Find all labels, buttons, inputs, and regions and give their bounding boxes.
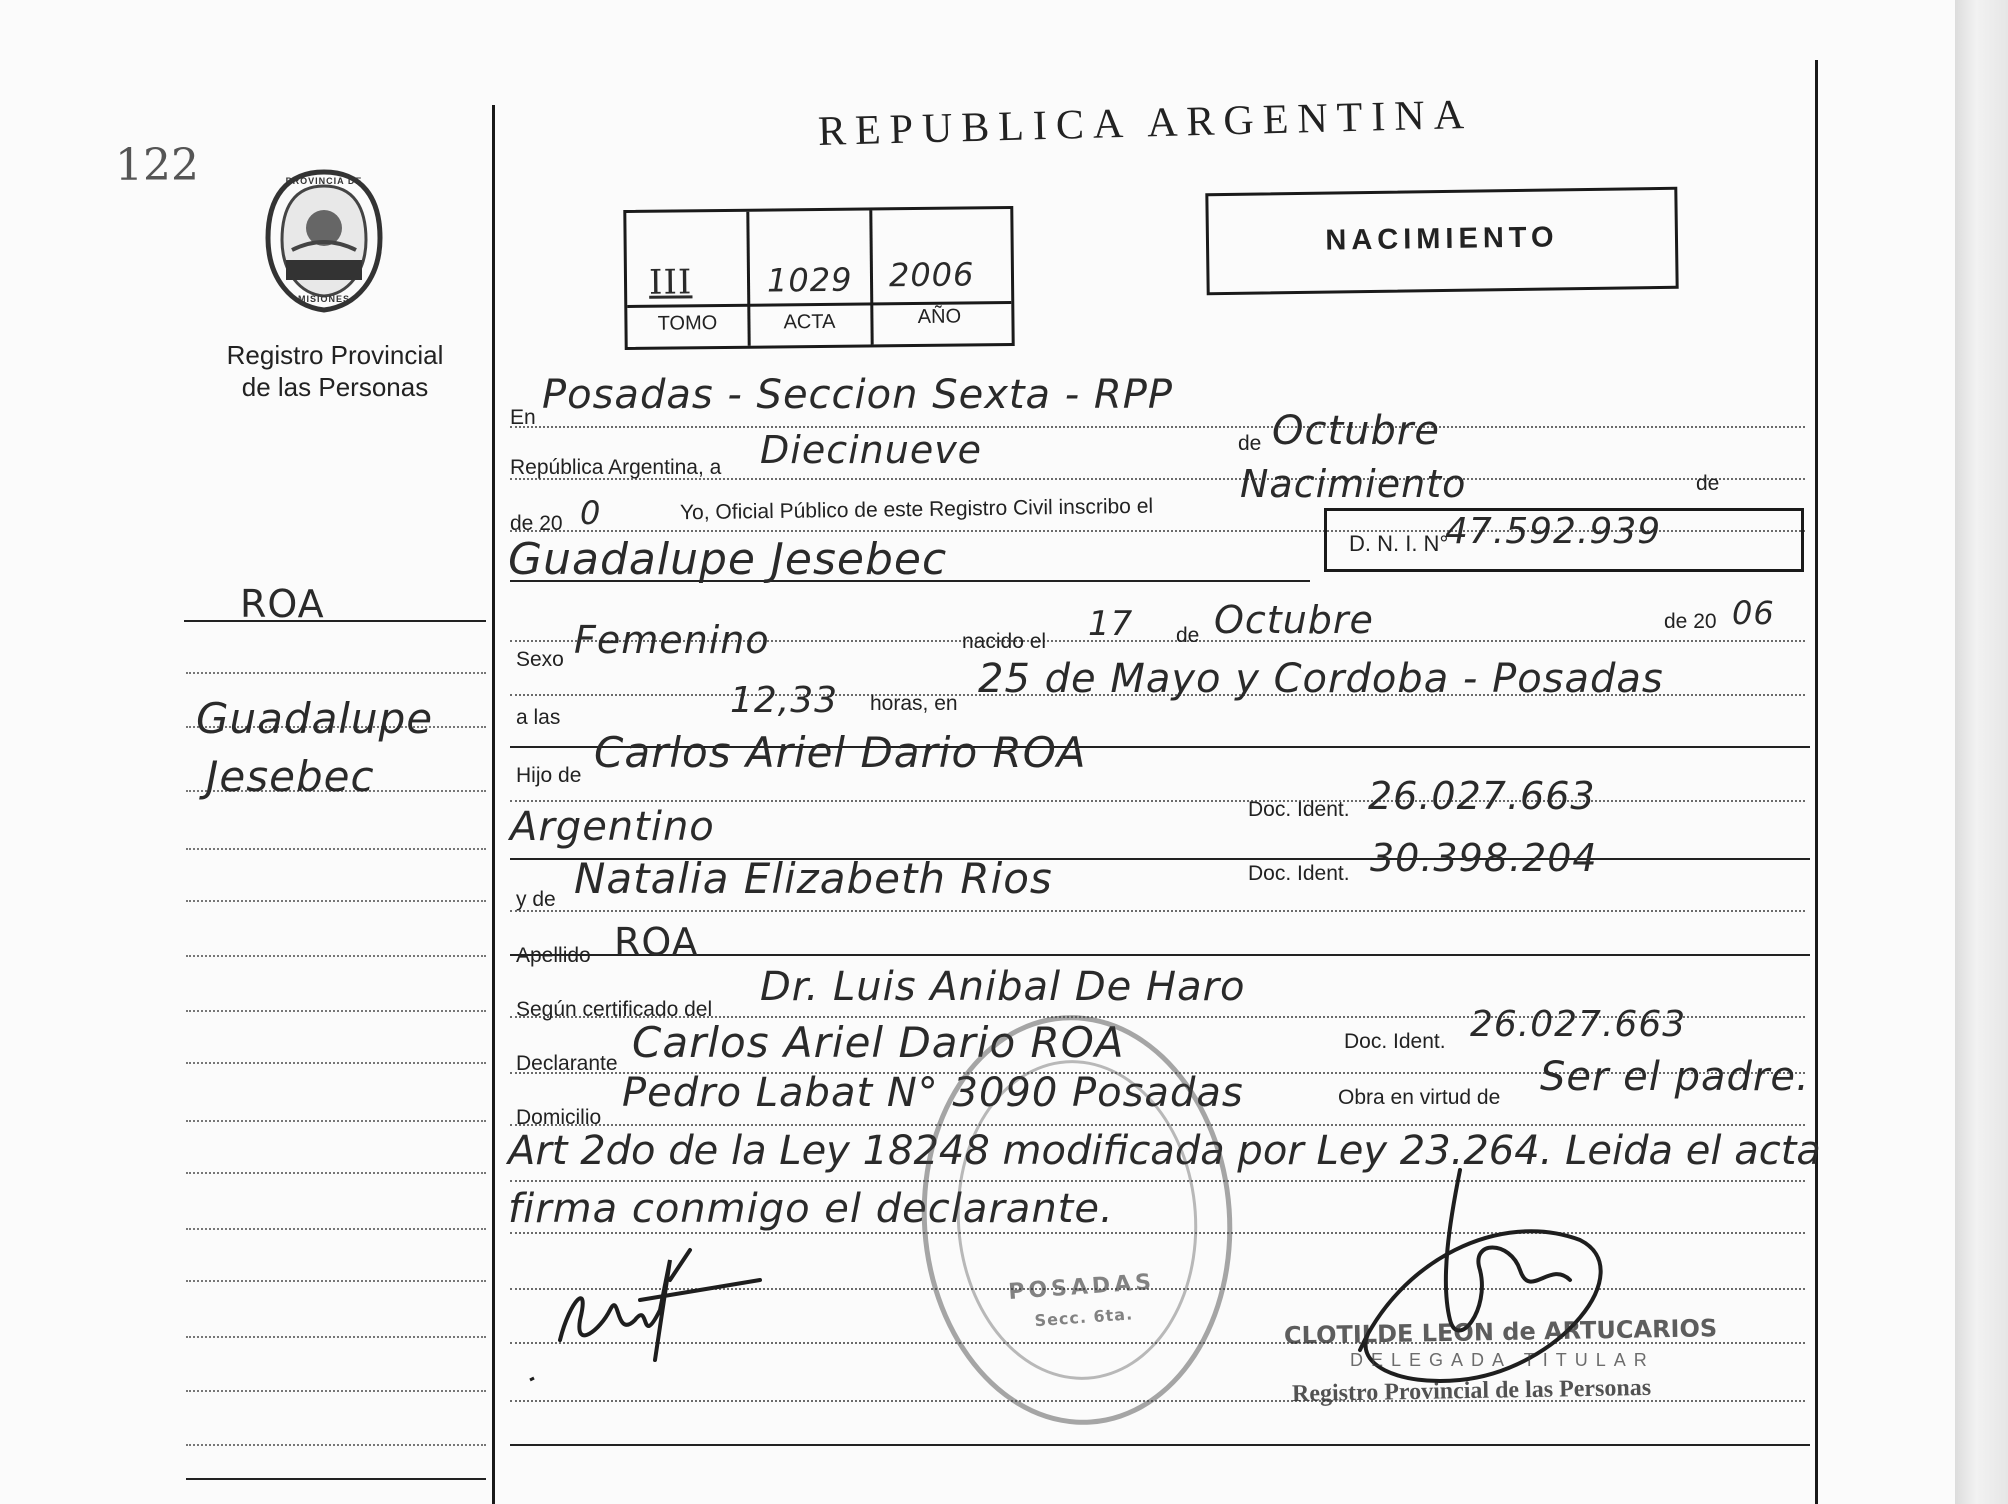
field-birth-place: 25 de Mayo y Cordoba - Posadas: [978, 656, 1664, 702]
note-line-1: Art 2do de la Ley 18248 modificada por Ley 23.264. Leida el acta: [508, 1128, 1821, 1174]
dni-value: 47.592.939: [1445, 511, 1662, 552]
label-y-de: y de: [516, 888, 556, 911]
label-de-2: de: [1696, 472, 1720, 495]
label-doc-ident-mother: Doc. Ident.: [1248, 862, 1350, 885]
label-horas: horas, en: [870, 692, 958, 715]
field-place: Posadas - Seccion Sexta - RPP: [542, 372, 1173, 418]
anio-value: 2006: [888, 255, 975, 295]
field-sexo: Femenino: [574, 618, 770, 662]
official-office: Registro Provincial de las Personas: [1291, 1374, 1652, 1408]
field-obra: Ser el padre.: [1540, 1054, 1810, 1100]
label-declarante: Declarante: [516, 1052, 618, 1075]
label-sexo: Sexo: [516, 648, 564, 671]
stamp-city: POSADAS: [1007, 1269, 1156, 1305]
field-mother-name: Natalia Elizabeth Rios: [574, 854, 1053, 903]
label-en: En: [510, 406, 536, 429]
label-doc-ident-father: Doc. Ident.: [1248, 798, 1350, 821]
registry-name-line2: de las Personas: [241, 372, 429, 402]
label-hijo-de: Hijo de: [516, 764, 582, 787]
stamp-sub: Secc. 6ta.: [1033, 1304, 1134, 1331]
field-birth-day: 17: [1088, 604, 1134, 644]
official-title: DELEGADA TITULAR: [1350, 1350, 1655, 1370]
field-birth-year-suffix: 06: [1732, 594, 1775, 632]
label-republica: República Argentina, a: [510, 456, 722, 479]
field-father-name: Carlos Ariel Dario ROA: [594, 728, 1087, 777]
label-de-20-2: de 20: [1664, 610, 1717, 633]
note-line-2: firma conmigo el declarante.: [508, 1186, 1114, 1232]
field-father-nationality: Argentino: [510, 804, 715, 850]
dni-label: D. N. I. N°: [1349, 531, 1449, 556]
field-month: Octubre: [1272, 408, 1440, 454]
label-obra: Obra en virtud de: [1338, 1086, 1501, 1109]
margin-given-name-2: Jesebec: [206, 752, 375, 801]
official-name: CLOTILDE LEON de ARTUCARIOS: [1283, 1314, 1718, 1350]
registry-name-line1: Registro Provincial: [226, 340, 444, 370]
acta-label: ACTA: [783, 310, 836, 334]
field-declarante-doc: 26.027.663: [1470, 1004, 1687, 1045]
emblem-top-text: PROVINCIA DE: [285, 176, 363, 186]
page-edge: [1955, 0, 2008, 1504]
emblem-bottom-text: MISIONES: [297, 294, 350, 304]
label-apellido: Apellido: [516, 944, 591, 967]
record-type-box: [1205, 187, 1678, 296]
record-reference-table: [623, 206, 1014, 350]
field-father-doc: 26.027.663: [1368, 774, 1596, 818]
left-column-divider: [492, 105, 495, 1504]
label-de-1: de: [1238, 432, 1262, 455]
label-de-3: de: [1176, 624, 1200, 647]
field-domicilio: Pedro Labat N° 3090 Posadas: [622, 1070, 1244, 1116]
label-nacido: nacido el: [962, 630, 1047, 653]
margin-surname: ROA: [240, 582, 325, 626]
field-year-suffix: 0: [580, 494, 602, 532]
province-emblem: [262, 168, 386, 314]
right-border: [1815, 60, 1818, 1504]
margin-given-name-1: Guadalupe: [196, 694, 434, 743]
country-title: REPUBLICA ARGENTINA: [817, 91, 1474, 155]
record-type: NACIMIENTO: [1325, 221, 1559, 257]
field-birth-month: Octubre: [1214, 598, 1374, 642]
tomo-label: TOMO: [657, 312, 718, 335]
label-domicilio: Domicilio: [516, 1106, 602, 1129]
declarant-signature: [520, 1240, 780, 1390]
field-day-words: Diecinueve: [760, 428, 983, 472]
field-act-type: Nacimiento: [1240, 462, 1467, 506]
field-declarante-name: Carlos Ariel Dario ROA: [632, 1018, 1125, 1067]
label-a-las: a las: [516, 706, 561, 729]
label-oficial: Yo, Oficial Público de este Registro Civil inscribo el: [679, 494, 1154, 525]
field-child-name: Guadalupe Jesebec: [508, 534, 948, 585]
label-de-20: de 20: [510, 512, 563, 535]
label-doc-ident-declarante: Doc. Ident.: [1344, 1030, 1446, 1053]
field-mother-doc: 30.398.204: [1370, 836, 1598, 880]
anio-label: AÑO: [917, 305, 962, 328]
page-number: 122: [115, 140, 199, 191]
dni-box: [1324, 508, 1804, 572]
tomo-value: III: [648, 262, 693, 303]
label-segun: Según certificado del: [516, 998, 713, 1021]
field-birth-time: 12,33: [730, 680, 839, 721]
field-apellido: ROA: [614, 920, 699, 964]
acta-value: 1029: [766, 260, 853, 300]
field-doctor: Dr. Luis Anibal De Haro: [760, 964, 1246, 1010]
